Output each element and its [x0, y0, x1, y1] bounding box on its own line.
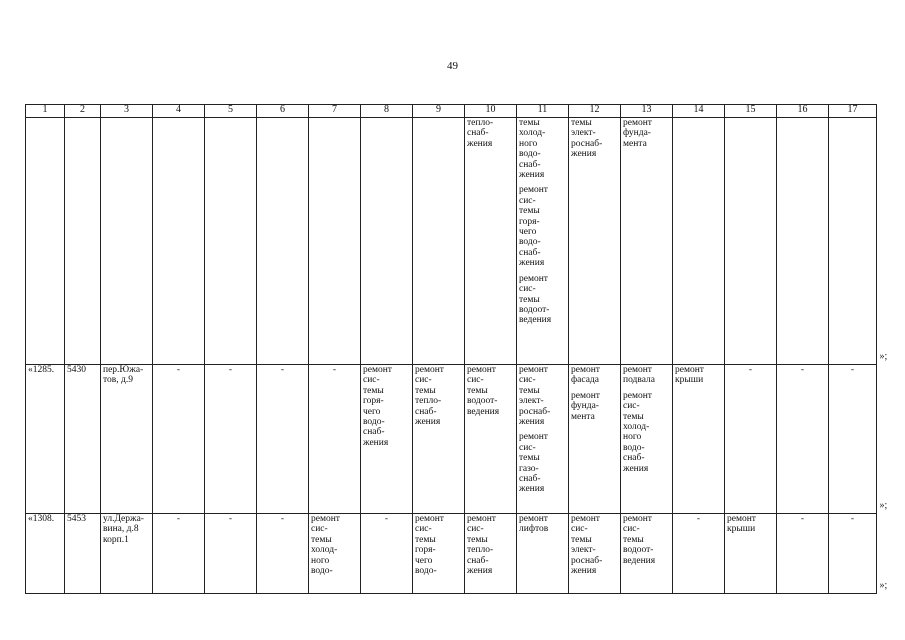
table-cell	[465, 365, 517, 514]
page-number: 49	[447, 60, 458, 72]
table-cell	[26, 365, 65, 514]
table-cell	[569, 118, 621, 365]
table-cell	[257, 514, 309, 594]
cell-text: -	[696, 514, 701, 524]
table-cell	[569, 514, 621, 594]
cell-text: -	[176, 365, 181, 375]
cell-text: ремонт сис- темы горя- чего водо- снаб- жения	[363, 365, 392, 448]
table-cell	[205, 118, 257, 365]
cell-text: ул.Держа- вина, д.8 корп.1	[103, 514, 144, 545]
column-number-cell: 12	[569, 105, 621, 118]
column-number-row	[26, 105, 877, 118]
cell-text: -	[748, 365, 753, 375]
cell-text: темы элект- роснаб- жения	[571, 118, 603, 160]
table-cell	[65, 365, 101, 514]
row-closing-mark: »;	[879, 579, 888, 591]
cell-text: пер.Южа- тов, д.9	[103, 365, 144, 386]
table-cell	[569, 365, 621, 514]
table-cell	[26, 118, 65, 365]
table-row	[26, 118, 877, 365]
table-cell	[777, 514, 829, 594]
table-cell	[205, 514, 257, 594]
cell-text: ремонт сис- темы горя- чего водо- снаб- жения	[519, 185, 548, 269]
table-cell	[257, 118, 309, 365]
table-cell	[621, 514, 673, 594]
table-cell	[65, 514, 101, 594]
column-number-cell: 14	[673, 105, 725, 118]
table-cell	[153, 118, 205, 365]
table-cell	[517, 365, 569, 514]
cell-text: -	[228, 514, 233, 524]
table-cell	[465, 514, 517, 594]
table-cell	[413, 514, 465, 594]
table-cell	[413, 365, 465, 514]
column-number-cell: 9	[413, 105, 465, 118]
table-cell	[829, 118, 877, 365]
column-number-cell: 8	[361, 105, 413, 118]
table-cell	[309, 514, 361, 594]
table-cell	[725, 118, 777, 365]
table-cell	[673, 365, 725, 514]
table-row	[26, 365, 877, 514]
cell-text: ремонт фасада	[571, 365, 600, 386]
table-cell	[725, 514, 777, 594]
table-cell	[413, 118, 465, 365]
table-cell	[153, 514, 205, 594]
table-cell	[673, 514, 725, 594]
cell-text: «1308.	[28, 514, 55, 524]
cell-text: ремонт фунда- мента	[623, 118, 652, 149]
table-cell	[205, 365, 257, 514]
cell-text: ремонт сис- темы элект- роснаб- жения	[519, 365, 551, 428]
column-number-cell: 7	[309, 105, 361, 118]
cell-text: ремонт крыши	[675, 365, 704, 386]
cell-text: -	[850, 514, 855, 524]
cell-text: -	[228, 365, 233, 375]
cell-text: ремонт сис- темы водоот- ведения	[467, 365, 500, 417]
column-number-cell: 6	[257, 105, 309, 118]
cell-text: -	[384, 514, 389, 524]
column-number-cell: 2	[65, 105, 101, 118]
table-cell	[673, 118, 725, 365]
cell-text: -	[850, 365, 855, 375]
cell-text: тепло- снаб- жения	[467, 118, 494, 149]
cell-text: 5430	[67, 365, 86, 375]
row-closing-mark: »;	[879, 499, 888, 511]
table-cell	[257, 365, 309, 514]
table-cell	[26, 514, 65, 594]
works-table	[25, 104, 877, 594]
column-number-cell: 16	[777, 105, 829, 118]
table-cell	[829, 514, 877, 594]
row-closing-mark: »;	[879, 350, 888, 362]
cell-text: 5453	[67, 514, 86, 524]
table-cell	[153, 365, 205, 514]
cell-text: ремонт крыши	[727, 514, 756, 535]
cell-text: ремонт сис- темы водоот- ведения	[623, 514, 656, 566]
cell-text: -	[800, 365, 805, 375]
table-cell	[65, 118, 101, 365]
cell-text: ремонт сис- темы холод- ного водо-	[311, 514, 340, 577]
cell-text: темы холод- ного водо- снаб- жения	[519, 118, 546, 181]
cell-text: ремонт фунда- мента	[571, 390, 600, 422]
column-number-cell: 10	[465, 105, 517, 118]
cell-text: -	[800, 514, 805, 524]
cell-text: «1285.	[28, 365, 55, 375]
cell-text: ремонт сис- темы тепло- снаб- жения	[467, 514, 496, 577]
cell-text: ремонт сис- темы тепло- снаб- жения	[415, 365, 444, 428]
cell-text: ремонт сис- темы холод- ного водо- снаб- жения	[623, 390, 652, 474]
cell-text: -	[176, 514, 181, 524]
table-cell	[517, 118, 569, 365]
cell-text: ремонт сис- темы газо- снаб- жения	[519, 432, 548, 495]
table-cell	[777, 118, 829, 365]
column-number-cell: 15	[725, 105, 777, 118]
column-number-cell: 4	[153, 105, 205, 118]
table-cell	[101, 118, 153, 365]
cell-text: ремонт сис- темы водоот- ведения	[519, 273, 552, 326]
table-cell	[361, 514, 413, 594]
table-cell	[517, 514, 569, 594]
column-number-cell: 13	[621, 105, 673, 118]
column-number-cell: 3	[101, 105, 153, 118]
cell-text: ремонт сис- темы горя- чего водо-	[415, 514, 444, 577]
cell-text: -	[332, 365, 337, 375]
table-cell	[621, 118, 673, 365]
column-number-cell: 11	[517, 105, 569, 118]
column-number-cell: 5	[205, 105, 257, 118]
table-cell	[361, 118, 413, 365]
table-cell	[101, 514, 153, 594]
table-cell	[829, 365, 877, 514]
table-cell	[725, 365, 777, 514]
table-row	[26, 514, 877, 594]
cell-text: -	[280, 365, 285, 375]
table-cell	[101, 365, 153, 514]
cell-text: ремонт лифтов	[519, 514, 549, 535]
cell-text: ремонт подвала	[623, 365, 656, 386]
table-cell	[309, 365, 361, 514]
column-number-cell: 1	[26, 105, 65, 118]
table-cell	[309, 118, 361, 365]
table-cell	[465, 118, 517, 365]
table-cell	[621, 365, 673, 514]
table-cell	[361, 365, 413, 514]
cell-text: ремонт сис- темы элект- роснаб- жения	[571, 514, 603, 577]
table-cell	[777, 365, 829, 514]
column-number-cell: 17	[829, 105, 877, 118]
cell-text: -	[280, 514, 285, 524]
